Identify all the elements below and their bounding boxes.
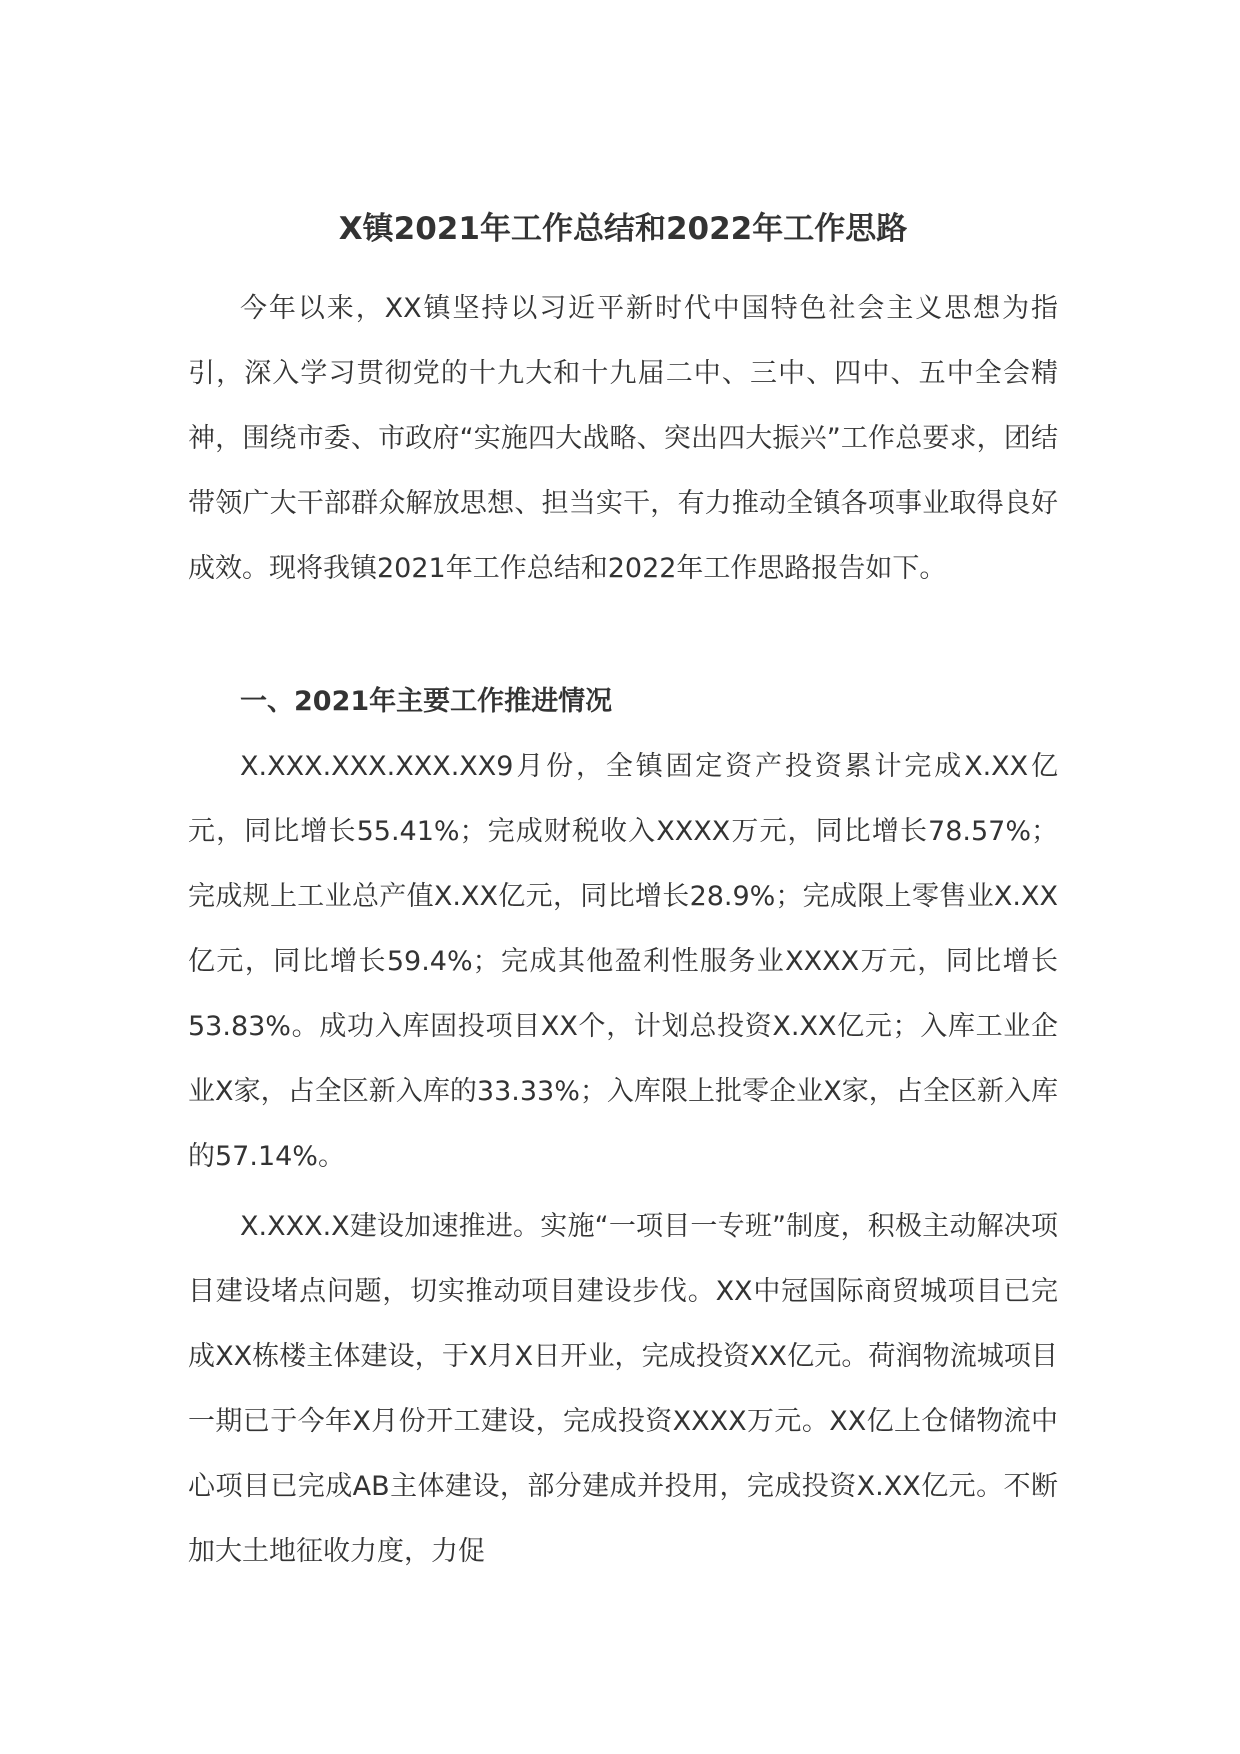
projects-paragraph: X.XXX.X建设加速推进。实施“一项目一专班”制度，积极主动解决项目建设堵点问题，切实推动项目建设步伐。XX中冠国际商贸城项目已完成XX栋楼主体建设，于X月X日开业，完成投资XX亿元。荷润物流城项目一期已于今年X月份开工建设，完成投资XXXX万元。XX亿上仓储物流中心项目已完成AB主体建设，部分建成并投用，完成投资X.XX亿元。不断加大土地征收力度，力促 — [188, 1211, 1058, 1567]
section-heading-1: 一、2021年主要工作推进情况 — [240, 686, 613, 717]
intro-paragraph: 今年以来，XX镇坚持以习近平新时代中国特色社会主义思想为指引，深入学习贯彻党的十九大和十九届二中、三中、四中、五中全会精神，围绕市委、市政府“实施四大战略、突出四大振兴”工作总要求，团结带领广大干部群众解放思想、担当实干，有力推动全镇各项事业取得良好成效。现将我镇2021年工作总结和2022年工作思路报告如下。 — [188, 293, 1058, 584]
economy-paragraph: X.XXX.XXX.XXX.XX9月份，全镇固定资产投资累计完成X.XX亿元，同比增长55.41%；完成财税收入XXXX万元，同比增长78.57%；完成规上工业总产值X.XX亿元，同比增长28.9%；完成限上零售业X.XX亿元，同比增长59.4%；完成其他盈利性服务业XXXX万元，同比增长53.83%。成功入库固投项目XX个，计划总投资X.XX亿元；入库工业企业X家，占全区新入库的33.33%；入库限上批零企业X家，占全区新入库的57.14%。 — [188, 751, 1058, 1172]
document-title: X镇2021年工作总结和2022年工作思路 — [338, 211, 908, 247]
